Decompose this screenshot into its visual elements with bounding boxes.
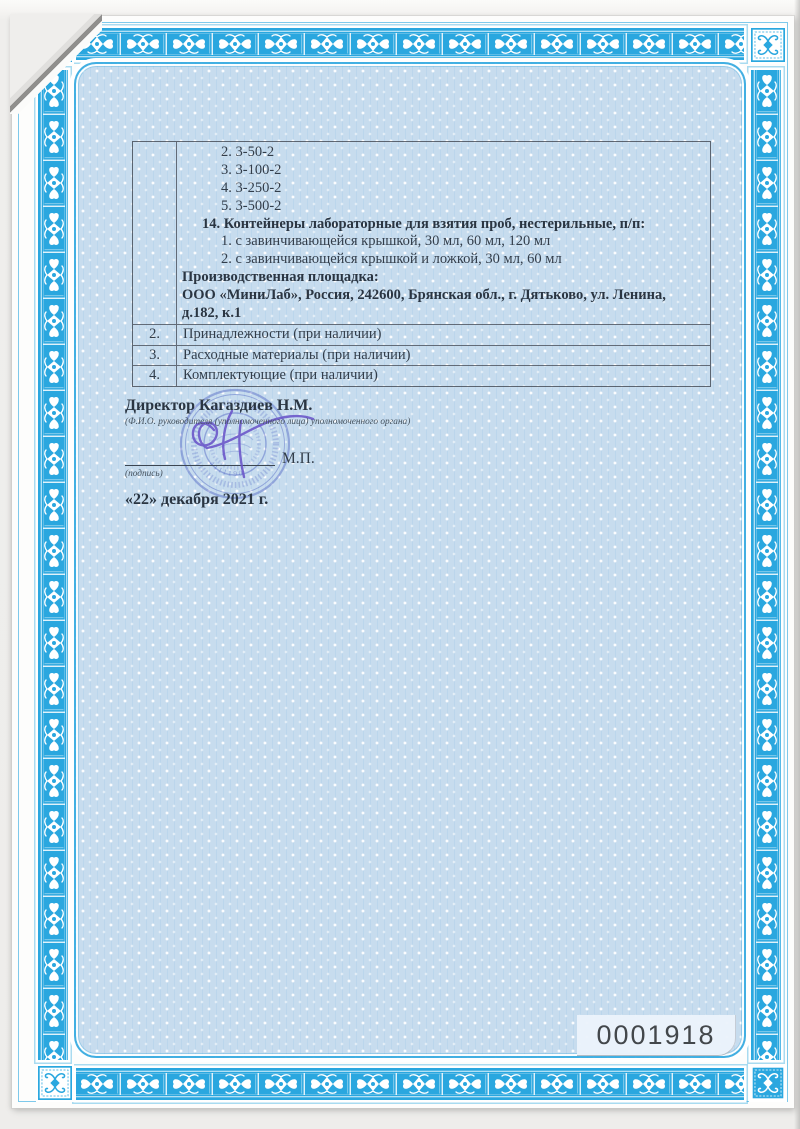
item-line: 1. с завинчивающейся крышкой, 30 мл, 60 мл, 120 мл: [221, 233, 551, 250]
items-table: [132, 141, 711, 387]
item-line: 2. 3-50-2: [221, 144, 275, 160]
production-site-address: ООО «МиниЛаб», Россия, 242600, Брянская обл., г. Дятьково, ул. Ленина,: [182, 287, 666, 304]
continuation-cell: [177, 142, 710, 324]
item-line: 3. 3-100-2: [221, 161, 282, 178]
seal-mark: М.П.: [282, 450, 315, 467]
item-heading-line: 14. Контейнеры лабораторные для взятия проб, нестерильные, п/п:: [202, 215, 646, 232]
corner-ornament-icon: [751, 1066, 785, 1100]
row-number-cell: 2.: [133, 325, 177, 345]
table-row: [133, 345, 710, 366]
production-site-heading: Производственная площадка:: [182, 269, 379, 286]
item-line: 4. 3-250-2: [221, 179, 282, 196]
row-label-cell: Расходные материалы (при наличии): [183, 346, 411, 363]
row-number-cell: [133, 142, 177, 324]
corner-ornament-icon: [38, 1066, 72, 1100]
row-label-cell: Комплектующие (при наличии): [183, 367, 378, 384]
stamp-digits: 4111190: [207, 459, 246, 479]
item-line: 5. 3-500-2: [221, 197, 282, 214]
border-ornament-bottom: [76, 1068, 744, 1100]
serial-number: 0001918: [596, 1019, 716, 1050]
border-ornament-top: [76, 28, 744, 60]
folded-corner: [10, 14, 102, 114]
row-number-cell: 3.: [133, 346, 177, 366]
serial-number-patch: [577, 1015, 736, 1056]
corner-ornament-icon: [751, 28, 785, 62]
director-caption: (Ф.И.О. руководителя (уполномоченного лица) уполномоченного органа): [125, 417, 411, 427]
issue-date: «22» декабря 2021 г.: [125, 491, 269, 508]
table-row: [133, 142, 710, 324]
item-line: 2. с завинчивающейся крышкой и ложкой, 30 мл, 60 мл: [221, 251, 562, 268]
border-ornament-left: [38, 70, 68, 1060]
border-ornament-right: [751, 70, 781, 1060]
director-name: Директор Кагаздиев Н.М.: [125, 397, 313, 414]
certificate-sheet: [12, 16, 794, 1108]
row-number-cell: 4.: [133, 366, 177, 386]
table-row: [133, 324, 710, 345]
production-site-address: д.182, к.1: [182, 305, 242, 322]
row-label-cell: Принадлежности (при наличии): [183, 325, 382, 342]
table-row: [133, 365, 710, 386]
signature-caption: (подпись): [125, 469, 163, 479]
certificate-body: [74, 62, 746, 1058]
